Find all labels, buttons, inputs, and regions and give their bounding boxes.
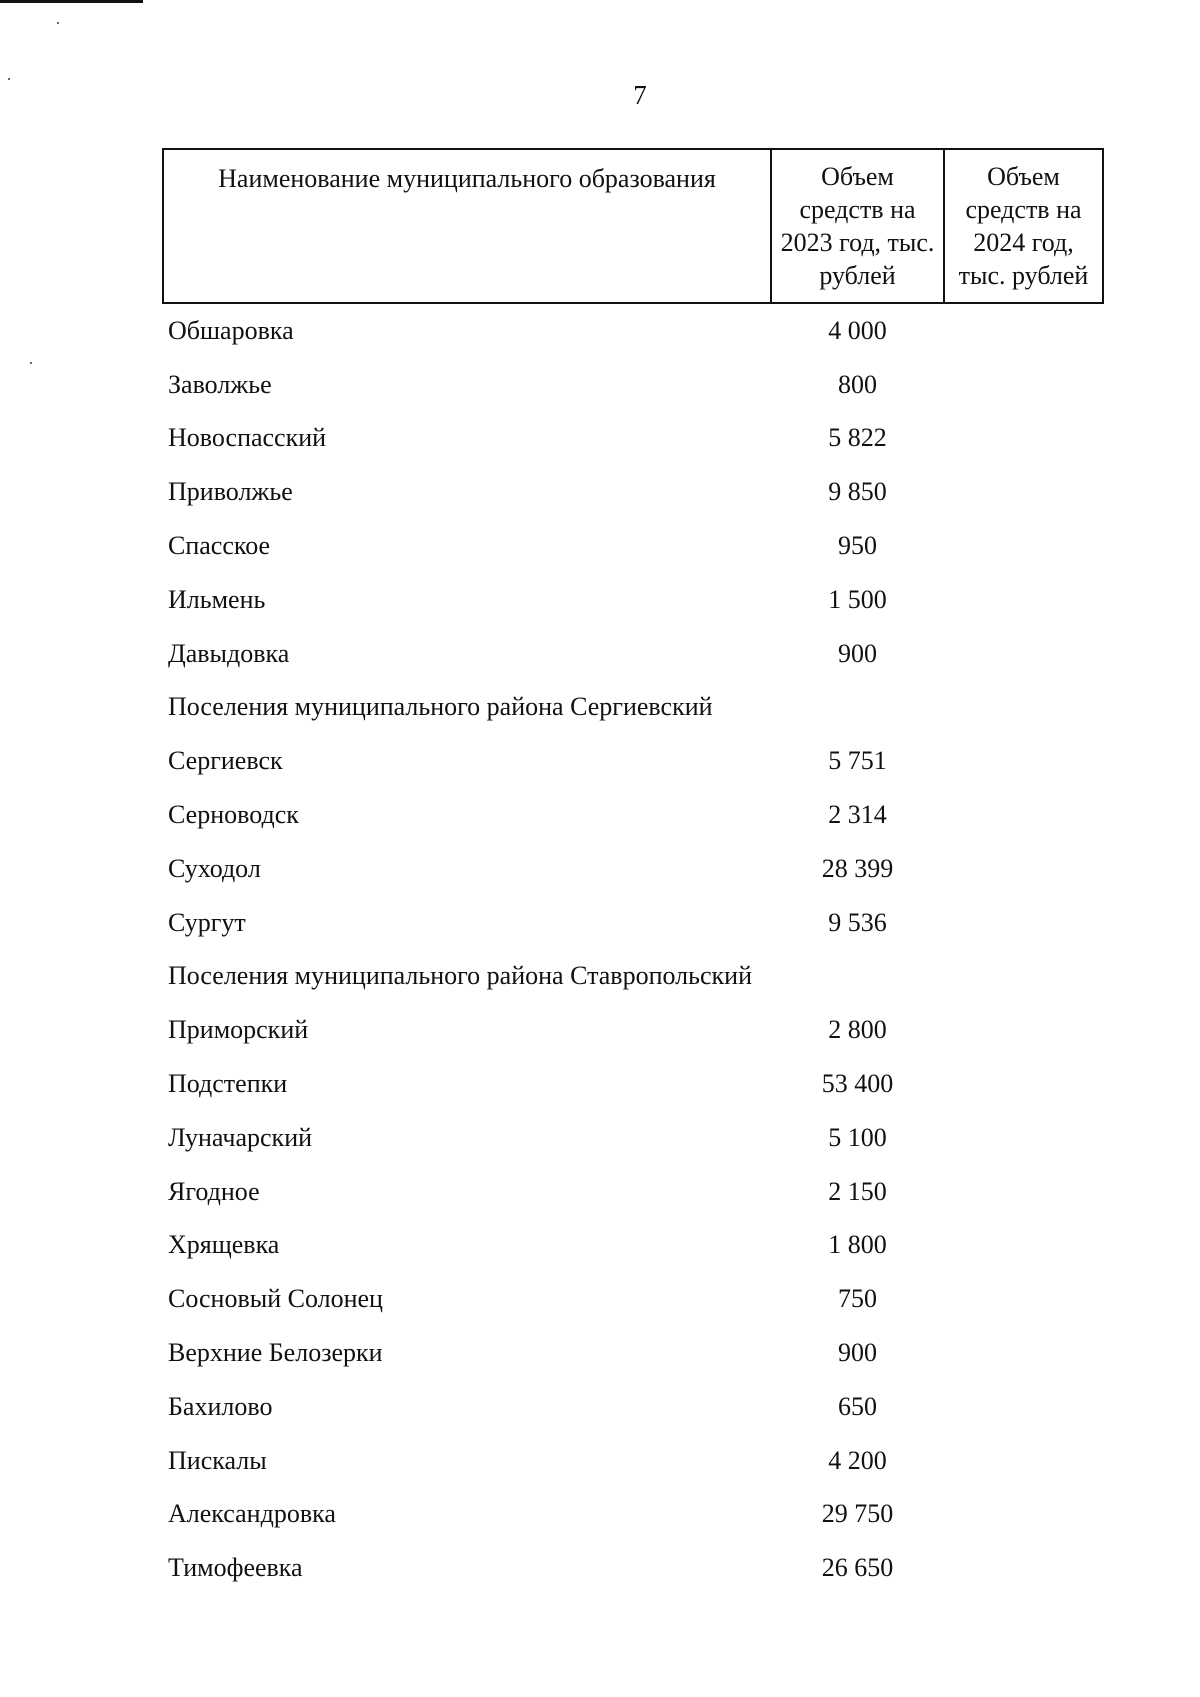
municipality-name: Заволжье (168, 369, 272, 399)
municipality-name: Верхние Белозерки (168, 1338, 383, 1368)
volume-2024-value (944, 1541, 1103, 1595)
municipality-name: Приволжье (168, 477, 293, 507)
volume-2023-value: 900 (838, 638, 877, 668)
volume-2023-value: 4 200 (828, 1445, 887, 1475)
allocation-table (162, 148, 1104, 1595)
group-heading: Поселения муниципального района Сергиевский (168, 692, 713, 722)
volume-2023-value: 2 800 (828, 1015, 887, 1045)
municipality-name: Пискалы (168, 1445, 267, 1475)
volume-2023-value: 4 000 (828, 315, 887, 345)
table-header-row (163, 149, 1103, 303)
volume-2024-value (944, 1326, 1103, 1380)
scan-speck (30, 362, 32, 364)
volume-2023-value: 1 800 (828, 1230, 887, 1260)
volume-2024-value (944, 1165, 1103, 1219)
volume-2023-value: 650 (838, 1391, 877, 1421)
scan-top-rule (0, 0, 143, 3)
volume-2024-value (944, 842, 1103, 896)
volume-2024-value (944, 1057, 1103, 1111)
volume-2023-value: 53 400 (821, 1069, 894, 1099)
table-row (163, 1434, 1103, 1488)
municipality-name: Подстепки (168, 1069, 288, 1099)
volume-2024-value (944, 1488, 1103, 1542)
volume-2024-value (944, 1003, 1103, 1057)
volume-2023-value: 1 500 (828, 584, 887, 614)
table-row (163, 1219, 1103, 1273)
table-row (163, 1488, 1103, 1542)
table-row (163, 1541, 1103, 1595)
group-heading-row (163, 950, 1103, 1004)
municipality-name: Спасское (168, 531, 271, 561)
header-municipality-name: Наименование муниципального образования (163, 149, 771, 303)
municipality-name: Ягодное (168, 1176, 260, 1206)
volume-2023-value: 750 (838, 1284, 877, 1314)
table-row (163, 734, 1103, 788)
table-row (163, 788, 1103, 842)
volume-2024-value (944, 303, 1103, 358)
page-number: 7 (633, 80, 647, 110)
municipality-name: Суходол (168, 853, 261, 883)
municipality-name: Сургут (168, 907, 246, 937)
volume-2024-value (944, 896, 1103, 950)
volume-2023-value: 800 (838, 369, 877, 399)
table-row (163, 1380, 1103, 1434)
volume-2024-value (944, 465, 1103, 519)
table-row (163, 1003, 1103, 1057)
table-body (163, 303, 1103, 1595)
volume-2023-value: 2 150 (828, 1176, 887, 1206)
table-row (163, 1272, 1103, 1326)
table-row (163, 412, 1103, 466)
volume-2024-value (944, 519, 1103, 573)
volume-2024-value (944, 627, 1103, 681)
volume-2024-value (944, 1434, 1103, 1488)
volume-2024-value (944, 1272, 1103, 1326)
volume-2024-value (944, 573, 1103, 627)
scan-speck (57, 22, 59, 24)
municipality-name: Ильмень (168, 584, 266, 614)
table-row (163, 358, 1103, 412)
municipality-name: Тимофеевка (168, 1553, 303, 1583)
municipality-name: Приморский (168, 1015, 309, 1045)
volume-2024-value (944, 358, 1103, 412)
volume-2024-value (944, 734, 1103, 788)
volume-2023-value: 2 314 (828, 800, 887, 830)
municipality-name: Бахилово (168, 1391, 273, 1421)
municipality-name: Сергиевск (168, 746, 283, 776)
volume-2023-value: 9 536 (828, 907, 887, 937)
municipality-name: Серноводск (168, 800, 299, 830)
municipality-name: Новоспасский (168, 423, 327, 453)
table-row (163, 1057, 1103, 1111)
municipality-name: Обшаровка (168, 315, 294, 345)
table-row (163, 1326, 1103, 1380)
municipality-name: Хрящевка (168, 1230, 280, 1260)
volume-2023-value: 9 850 (828, 477, 887, 507)
municipality-name: Сосновый Солонец (168, 1284, 383, 1314)
volume-2023-value: 28 399 (821, 853, 894, 883)
volume-2024-value (944, 1111, 1103, 1165)
table-row (163, 519, 1103, 573)
group-heading-row (163, 681, 1103, 735)
volume-2024-value (944, 1219, 1103, 1273)
table-row (163, 842, 1103, 896)
table-row (163, 465, 1103, 519)
table-row (163, 896, 1103, 950)
municipality-name: Александровка (168, 1499, 336, 1529)
table-row (163, 573, 1103, 627)
volume-2024-value (944, 788, 1103, 842)
header-volume-2023: Объем средств на 2023 год, тыс. рублей (771, 149, 944, 303)
volume-2023-value: 5 100 (828, 1122, 887, 1152)
group-heading: Поселения муниципального района Ставропольский (168, 961, 752, 991)
municipality-name: Луначарский (168, 1122, 313, 1152)
municipality-name: Давыдовка (168, 638, 290, 668)
table-row (163, 303, 1103, 358)
volume-2024-value (944, 412, 1103, 466)
volume-2024-value (944, 1380, 1103, 1434)
table-row (163, 627, 1103, 681)
volume-2023-value: 950 (838, 531, 877, 561)
header-volume-2024: Объем средств на 2024 год, тыс. рублей (944, 149, 1103, 303)
volume-2023-value: 26 650 (821, 1553, 894, 1583)
volume-2023-value: 5 751 (828, 746, 887, 776)
volume-2023-value: 29 750 (821, 1499, 894, 1529)
volume-2023-value: 900 (838, 1338, 877, 1368)
volume-2023-value: 5 822 (828, 423, 887, 453)
table-row (163, 1111, 1103, 1165)
table-row (163, 1165, 1103, 1219)
